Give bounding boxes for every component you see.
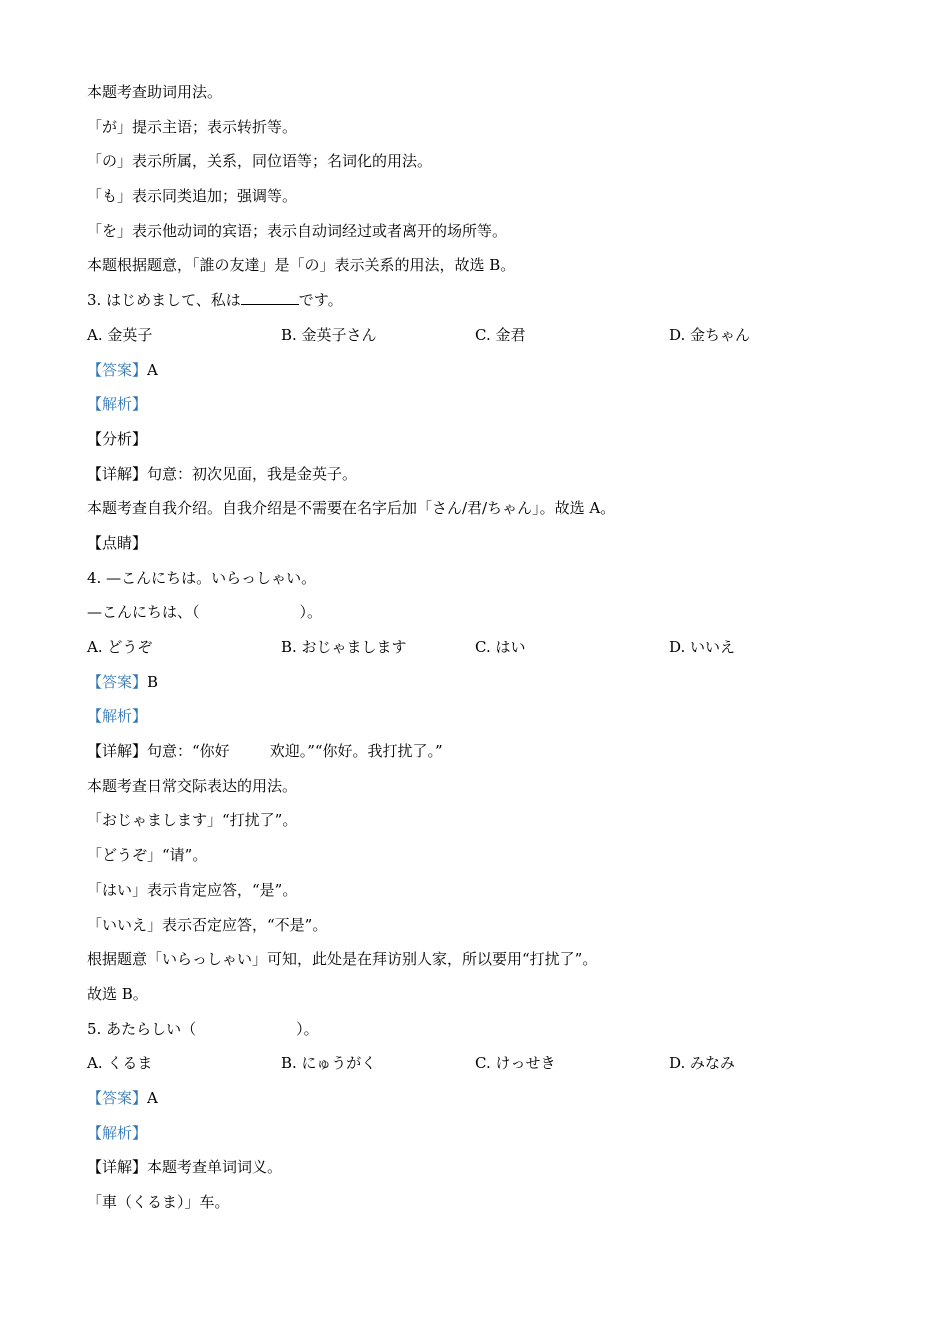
answer-label: 【答案】 (87, 1088, 148, 1107)
answer-line (87, 357, 867, 392)
option-d: D. みなみ (669, 1054, 736, 1073)
text-line: 本题考查日常交际表达的用法。 (87, 776, 298, 795)
detail-line: 【详解】句意：初次见面，我是金英子。 (87, 464, 358, 483)
answer-value: A (147, 360, 158, 379)
answer-line (87, 1085, 867, 1120)
option-d: D. 金ちゃん (669, 325, 751, 344)
text-line: 「いいえ」表示否定应答，“不是”。 (87, 915, 328, 934)
detail-label: 【详解】 (87, 742, 148, 761)
detail-line: 【详解】句意：“你好 欢迎。”“你好。我打扰了。” (87, 742, 443, 761)
text-line: 「はい」表示肯定应答，“是”。 (87, 880, 298, 899)
question-4-stem: 4. —こんにちは。いらっしゃい。 (87, 568, 317, 587)
question-4-options (87, 634, 867, 669)
detail-line: 【详解】本题考查单词词义。 (87, 1158, 283, 1177)
option-a: A. 金英子 (87, 325, 153, 344)
option-b: B. 金英子さん (281, 325, 377, 344)
question-4-response: —こんにちは、（ ）。 (87, 603, 323, 622)
text-line: 「を」表示他动词的宾语；表示自动词经过或者离开的场所等。 (87, 221, 508, 240)
question-3-stem: 3. はじめまして、私は です。 (87, 291, 343, 310)
option-c: C. はい (475, 638, 526, 656)
answer-label: 【答案】 (87, 360, 148, 379)
text-line: 「おじゃまします」“打扰了”。 (87, 811, 298, 830)
detail-label: 【详解】 (87, 1158, 148, 1177)
option-a: A. どうぞ (87, 638, 153, 656)
answer-line (87, 669, 867, 704)
text-line: 根据题意「いらっしゃい」可知，此处是在拜访别人家，所以要用“打扰了”。 (87, 950, 598, 969)
option-a: A. くるま (87, 1054, 153, 1073)
answer-blank (241, 290, 299, 305)
option-b: B. おじゃまします (281, 638, 407, 656)
option-d: D. いいえ (669, 638, 736, 656)
analysis-label: 【解析】 (87, 707, 148, 726)
text-line: 故选 B。 (87, 984, 148, 1003)
fenxi-label: 【分析】 (87, 429, 148, 448)
detail-label: 【详解】 (87, 464, 148, 483)
document-page (87, 79, 867, 1224)
analysis-label: 【解析】 (87, 395, 148, 414)
answer-label: 【答案】 (87, 672, 148, 691)
text-line: 「どうぞ」“请”。 (87, 846, 208, 865)
answer-value: A (147, 1088, 158, 1107)
question-5-options (87, 1050, 867, 1085)
text-line: 「が」提示主语；表示转折等。 (87, 117, 298, 136)
answer-value: B (147, 672, 159, 691)
text-line: 本题考查自我介绍。自我介绍是不需要在名字后加「さん/君/ちゃん」。故选 A。 (87, 499, 616, 518)
analysis-label: 【解析】 (87, 1123, 148, 1142)
text-line: 本题根据题意，「誰の友達」是「の」表示关系的用法，故选 B。 (87, 256, 516, 275)
text-line: 「も」表示同类追加；强调等。 (87, 187, 298, 206)
option-c: C. 金君 (475, 325, 526, 344)
dianjing-label: 【点睛】 (87, 533, 148, 552)
text-line: 本题考查助词用法。 (87, 83, 223, 101)
text-line: 「車（くるま）」车。 (87, 1193, 230, 1211)
option-c: C. けっせき (475, 1054, 556, 1073)
question-3-options (87, 322, 867, 357)
question-5-stem: 5. あたらしい（ ）。 (87, 1019, 319, 1038)
option-b: B. にゅうがく (281, 1054, 377, 1073)
text-line: 「の」表示所属，关系，同位语等；名词化的用法。 (87, 152, 433, 171)
